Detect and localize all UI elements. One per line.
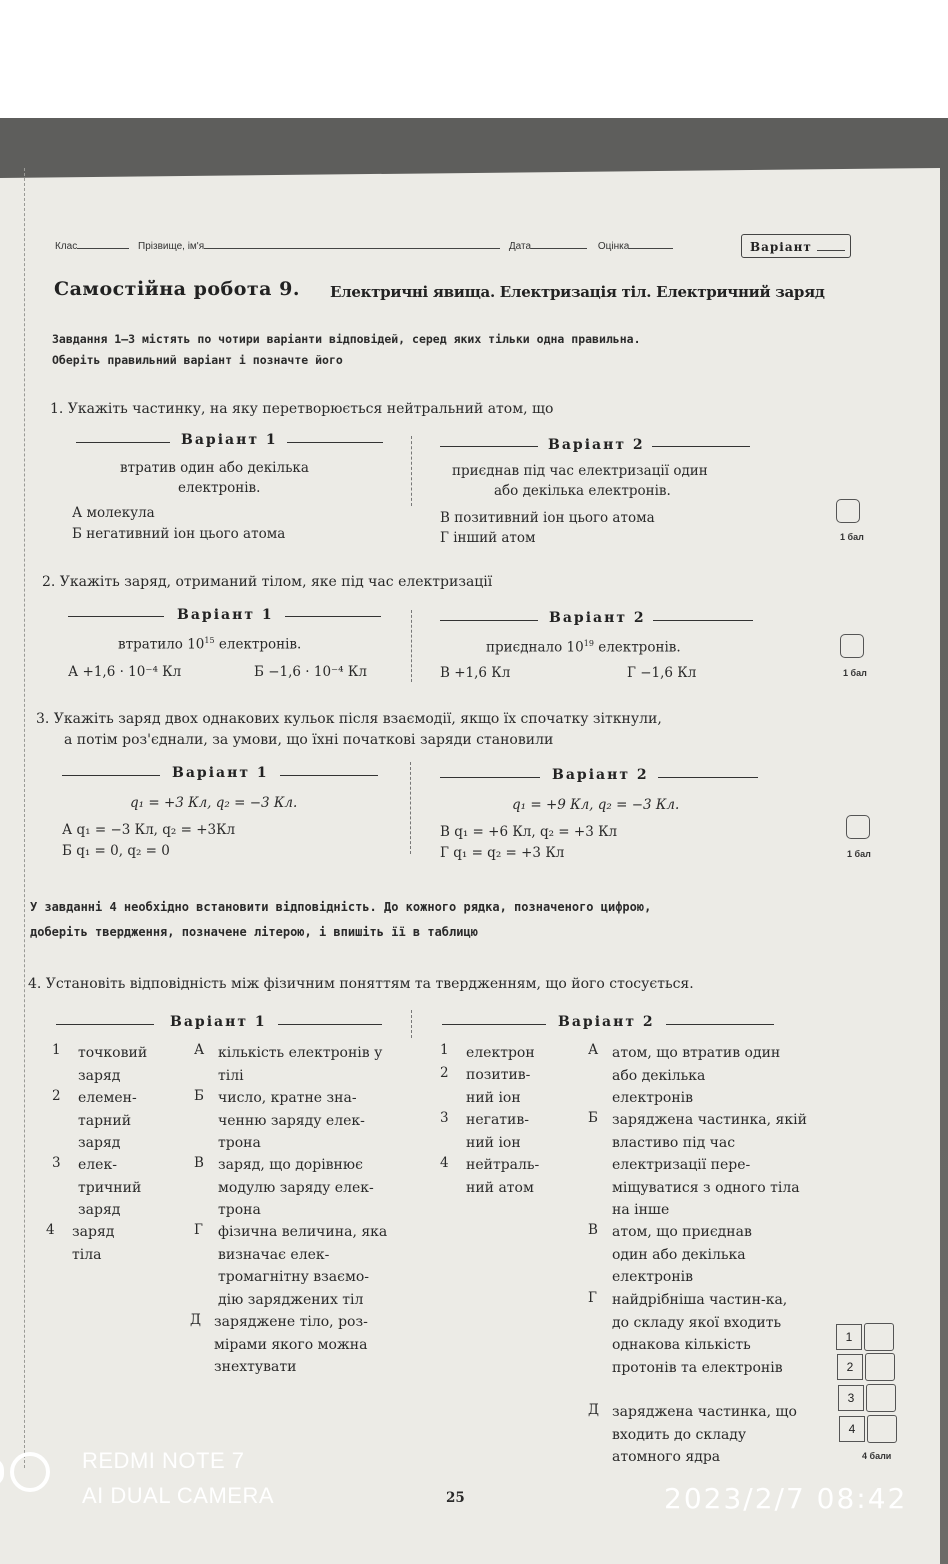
camera-watermark-line2: AI DUAL CAMERA [82,1483,275,1508]
q1-variant1-heading: Варіант 1 [181,432,278,448]
q2-divider [411,610,412,682]
q1-v2-line2: або декілька електронів. [494,483,671,499]
q4-v2-n2: позитив-ний іон [466,1067,531,1106]
q4-v1-n2-num: 2 [52,1088,61,1104]
q3-v2-values: q₁ = +9 Кл, q₂ = −3 Кл. [512,797,680,813]
q3-divider [410,762,411,854]
rule [440,446,538,447]
q3-text-line1: 3. Укажіть заряд двох однакових кульок після взаємодії, якщо їх спочатку зіткнули, [36,711,662,727]
q3-points: 1 бал [847,849,871,859]
q4-v1-la: кількість електронів у тілі [218,1045,383,1084]
q4-v1-lb-letter: Б [194,1088,204,1104]
header-date: Дата [508,241,532,252]
q1-divider [411,436,412,506]
q3-variant1-heading: Варіант 1 [172,765,269,781]
rule [440,620,538,621]
instructions-1-3-line2: Оберіть правильний варіант і позначте його [52,353,343,367]
camera-watermark-line1: REDMI NOTE 7 [82,1448,245,1473]
q1-v1-line1: втратив один або декілька [120,460,309,476]
q4-v1-n4: заряд тіла [72,1224,115,1263]
q4-v2-lb: заряджена частинка, якій властиво під час електризації пере-міщуватися з одного тіла на інше [612,1112,807,1218]
q1-v1-line2: електронів. [178,480,261,496]
header-fields [55,238,673,252]
q4-v1-ld: заряджене тіло, роз-мірами якого можна знехтувати [214,1314,368,1375]
page-number: 25 [446,1490,465,1506]
grid-number-1: 1 [836,1324,862,1350]
q2-variant2-heading: Варіант 2 [549,610,646,626]
grid-number-2: 2 [837,1354,863,1380]
q4-variant1-heading: Варіант 1 [170,1014,267,1030]
q1-text: 1. Укажіть частинку, на яку перетворюється нейтральний атом, що [50,401,554,417]
q3-answer-box[interactable] [846,815,870,839]
rule [658,777,758,778]
q4-v1-lv: заряд, що дорівнює модулю заряду елек-трона [218,1157,374,1218]
q4-v1-lg: фізична величина, яка визначає елек-тромагнітну взаємо-дію заряджених тіл [218,1224,388,1308]
rule [287,442,383,443]
q4-v2-lg: найдрібніша частин-ка, до складу якої входить однакова кількість протонів та електронів [612,1292,788,1376]
grid-answer-cell-4[interactable] [867,1415,897,1443]
q2-v1-text [118,636,301,653]
rule [285,616,381,617]
q2-option-a: А +1,6 · 10⁻⁴ Кл [68,664,182,680]
q2-v1-post: електронів. [214,636,302,653]
q2-points: 1 бал [843,668,867,678]
photo-timestamp: 2023/2/7 08:42 [664,1482,908,1515]
page-subtitle: Електричні явища. Електризація тіл. Електричний заряд [330,283,825,301]
q2-v2-exp: 19 [583,639,594,648]
q2-text: 2. Укажіть заряд, отриманий тілом, яке під час електризації [42,574,493,590]
rule [666,1024,774,1025]
header-klas: Клас [55,241,78,252]
q2-answer-box[interactable] [840,634,864,658]
rule [440,777,540,778]
q3-v1-values: q₁ = +3 Кл, q₂ = −3 Кл. [130,795,298,811]
q3-option-v: В q₁ = +6 Кл, q₂ = +3 Кл [440,824,618,840]
grid-answer-cell-1[interactable] [864,1323,894,1351]
rule [652,446,750,447]
q1-variant2-heading: Варіант 2 [548,437,645,453]
q4-v2-ld-letter: Д [588,1402,599,1418]
q4-v1-n2: елемен-тарний заряд [78,1090,137,1151]
q4-text: 4. Установіть відповідність між фізичним поняттям та твердженням, що його стосується. [28,976,694,992]
rule [280,775,378,776]
q4-v2-lv-letter: В [588,1222,598,1238]
q3-option-g: Г q₁ = q₂ = +3 Кл [440,845,565,861]
q1-answer-box[interactable] [836,499,860,523]
q4-v2-lg-letter: Г [588,1290,597,1306]
q4-v2-n1-num: 1 [440,1042,449,1058]
q3-option-b: Б q₁ = 0, q₂ = 0 [62,843,170,859]
q4-v1-n3-num: 3 [52,1155,61,1171]
q4-v2-n2-num: 2 [440,1065,449,1081]
q4-v2-n1: електрон [466,1045,535,1061]
q4-points: 4 бали [862,1451,892,1461]
q4-v1-lg-letter: Г [194,1222,203,1238]
instructions-1-3-line1: Завдання 1–3 містять по чотири варіанти відповідей, серед яких тільки одна правильна. [52,332,641,346]
header-surname: Прізвище, ім'я [138,241,205,252]
variant-box-label: Варіант [750,240,812,254]
q4-v2-n3-num: 3 [440,1110,449,1126]
watermark-circle-icon [10,1452,50,1492]
q4-v1-n4-num: 4 [46,1222,55,1238]
q1-option-v: В позитивний іон цього атома [440,510,655,526]
q4-v1-n1: точковий заряд [78,1045,148,1084]
grid-number-4: 4 [839,1416,865,1442]
rule [56,1024,154,1025]
q4-v2-lv: атом, що приєднав один або декілька електронів [612,1224,752,1285]
q1-option-g: Г інший атом [440,530,536,546]
q4-v2-lb-letter: Б [588,1110,598,1126]
q4-v2-ld: заряджена частинка, що входить до складу атомного ядра [612,1404,797,1465]
q4-v1-n1-num: 1 [52,1042,61,1058]
q4-v2-la: атом, що втратив один або декілька електронів [612,1045,781,1106]
header-grade: Оцінка [597,241,630,252]
q3-text-line2: а потім роз'єднали, за умови, що їхні початкові заряди становили [64,732,554,748]
q4-v2-n3: негатив-ний іон [466,1112,529,1151]
rule [653,620,753,621]
instructions-4-line2: доберіть твердження, позначене літерою, і впишіть її в таблицю [30,925,478,939]
q2-v1-exp: 15 [204,636,215,645]
rule [442,1024,546,1025]
q2-option-b: Б −1,6 · 10⁻⁴ Кл [254,664,367,680]
page-title: Самостійна робота 9. [54,278,300,300]
rule [278,1024,382,1025]
q3-option-a: А q₁ = −3 Кл, q₂ = +3Кл [62,822,236,838]
q1-option-b: Б негативний іон цього атома [72,526,286,542]
q2-v2-post: електронів. [593,639,681,656]
grid-number-3: 3 [838,1385,864,1411]
q4-v2-n4: нейтраль-ний атом [466,1157,540,1196]
rule [62,775,160,776]
q4-v1-ld-letter: Д [190,1312,201,1328]
q4-v1-lv-letter: В [194,1155,204,1171]
q1-points: 1 бал [840,532,864,542]
variant-box [741,234,851,258]
q2-v2-text [486,639,681,656]
q2-option-v: В +1,6 Кл [440,665,511,681]
q4-divider [411,1010,412,1038]
q2-v1-pre: втратило 10 [118,636,205,653]
q1-option-a: А молекула [72,505,155,521]
q2-v2-pre: приєднало 10 [486,639,584,656]
q2-option-g: Г −1,6 Кл [627,665,697,681]
q4-variant2-heading: Варіант 2 [558,1014,655,1030]
rule [68,616,164,617]
q4-v1-n3: елек-тричний заряд [78,1157,142,1218]
q1-v2-line1: приєднав під час електризації один [452,463,708,479]
rule [76,442,170,443]
grid-answer-cell-3[interactable] [866,1384,896,1412]
q4-v2-la-letter: А [588,1042,599,1058]
q4-v1-lb: число, кратне зна-ченню заряду елек-трона [218,1090,365,1151]
q3-variant2-heading: Варіант 2 [552,767,649,783]
margin-dashed-line [24,168,25,1468]
q2-variant1-heading: Варіант 1 [177,607,274,623]
instructions-4-line1: У завданні 4 необхідно встановити відповідність. До кожного рядка, позначеного цифрою, [30,900,652,914]
grid-answer-cell-2[interactable] [865,1353,895,1381]
q4-v2-n4-num: 4 [440,1155,449,1171]
q4-v1-la-letter: А [194,1042,205,1058]
